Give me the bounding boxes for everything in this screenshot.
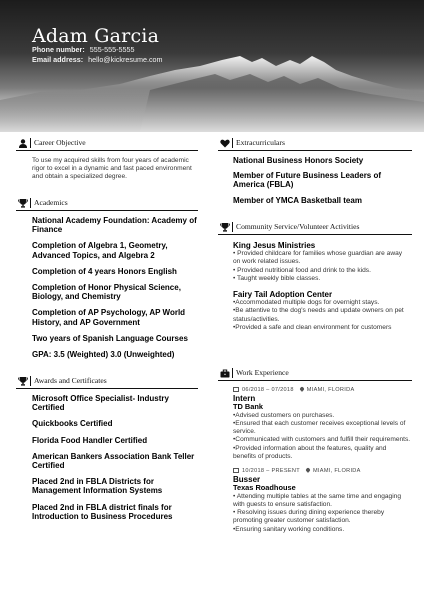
location-pin-icon xyxy=(299,386,305,392)
section-heading xyxy=(16,198,198,211)
community-entry xyxy=(233,290,411,332)
section-title: Awards and Certificates xyxy=(30,376,107,386)
section-heading xyxy=(16,138,198,151)
section-title: Community Service/Volunteer Activities xyxy=(232,222,359,232)
phone-line xyxy=(32,45,134,54)
section-title: Work Experience xyxy=(232,368,289,378)
section-heading xyxy=(16,376,198,389)
work-section xyxy=(218,368,412,534)
section-title: Career Objective xyxy=(30,138,86,148)
award-item: Microsoft Office Specialist- Industry Certified xyxy=(32,394,169,413)
extracurricular-item: National Business Honors Society xyxy=(233,156,364,165)
award-item: Placed 2nd in FBLA Districts for Management Information Systems xyxy=(32,477,163,496)
work-list xyxy=(233,386,411,534)
extracurriculars-section xyxy=(218,138,412,205)
academic-item: National Academy Foundation: Academy of Finance xyxy=(32,216,197,235)
job-meta xyxy=(233,386,411,394)
job-line: •Ensured that each customer receives exceptional levels of service. xyxy=(233,420,406,436)
email-line xyxy=(32,55,163,64)
location-pin-icon xyxy=(305,467,311,473)
job-dates: 10/2018 – PRESENT xyxy=(242,468,300,475)
community-entry xyxy=(233,241,411,283)
trophy-icon xyxy=(18,377,28,386)
job-role: Busser xyxy=(233,475,261,485)
entry-title: Fairy Tail Adoption Center xyxy=(233,290,333,300)
academic-item: Completion of 4 years Honors English xyxy=(32,266,177,276)
awards-list xyxy=(32,394,200,521)
extracurriculars-list xyxy=(233,156,409,205)
career-objective-section xyxy=(16,138,198,182)
mountain-background xyxy=(0,0,424,132)
job-line: •Ensuring sanitary working conditions. xyxy=(233,525,345,533)
job-location: MIAMI, FLORIDA xyxy=(306,387,355,393)
briefcase-icon xyxy=(220,369,230,378)
extracurricular-item: Member of Future Business Leaders of America (FBLA) xyxy=(233,171,382,190)
job-dates: 06/2018 – 07/2018 xyxy=(242,387,294,393)
academic-item: Completion of Algebra 1, Geometry, Advanced Topics, and Algebra 2 xyxy=(32,241,168,260)
entry-line: • Provided childcare for families whose guardian are away on work related issues. xyxy=(233,250,403,266)
section-title: Extracurriculars xyxy=(232,138,285,148)
academics-section xyxy=(16,198,198,359)
entry-line: • Taught weekly bible classes. xyxy=(233,274,321,282)
job-company: Texas Roadhouse xyxy=(233,483,296,493)
job-entry xyxy=(233,467,411,534)
job-meta xyxy=(233,467,411,475)
award-item: American Bankers Association Bank Teller Certified xyxy=(32,451,195,471)
candidate-name: Adam Garcia xyxy=(32,25,160,47)
phone-label: Phone number: xyxy=(32,45,85,54)
entry-line: •Be attentive to the dog's needs and update owners on pet status/activities. xyxy=(233,307,404,323)
trophy-icon xyxy=(18,199,28,208)
trophy-icon xyxy=(220,223,230,232)
community-list xyxy=(233,241,411,332)
phone-value: 555-555-5555 xyxy=(89,45,135,54)
job-location: MIAMI, FLORIDA xyxy=(312,468,361,475)
calendar-icon xyxy=(233,387,239,392)
academic-item: Two years of Spanish Language Courses xyxy=(32,333,188,343)
academic-item: GPA: 3.5 (Weighted) 3.0 (Unweighted) xyxy=(32,350,175,360)
academics-list xyxy=(32,216,204,359)
job-role: Intern xyxy=(233,394,256,403)
job-line: •Advised customers on purchases. xyxy=(233,411,335,419)
job-line: • Resolving issues during dining experience thereby promoting greater customer satisfaction. xyxy=(233,509,385,525)
job-line: •Provided information about the features, quality and benefits of products. xyxy=(233,444,387,460)
entry-line: •Provided a safe and clean environment for customers xyxy=(233,323,392,331)
section-heading xyxy=(218,138,412,151)
header-banner xyxy=(0,0,424,132)
person-icon xyxy=(18,139,28,148)
section-heading xyxy=(218,222,412,235)
academic-item: Completion of Honor Physical Science, Biology, and Chemistry xyxy=(32,283,181,302)
section-title: Academics xyxy=(30,198,68,208)
community-section xyxy=(218,222,412,332)
entry-line: •Accommodated multiple dogs for overnight stays. xyxy=(233,299,380,307)
extracurricular-item: Member of YMCA Basketball team xyxy=(233,195,362,205)
email-label: Email address: xyxy=(32,55,84,64)
entry-line: • Provided nutritional food and drink to the kids. xyxy=(233,266,371,274)
entry-title: King Jesus Ministries xyxy=(233,241,316,250)
award-item: Quickbooks Certified xyxy=(32,419,113,429)
job-line: • Attending multiple tables at the same time and engaging with guests to ensure satisfaction. xyxy=(233,492,401,509)
objective-text: To use my acquired skills from four years of academic rigor to excel in a dynamic and fast paced environment and obtain a specialized degree. xyxy=(32,157,192,181)
academic-item: Completion of AP Psychology, AP World History, and AP Government xyxy=(32,308,186,327)
section-heading xyxy=(218,368,412,381)
job-line: •Communicated with customers and fulfill their requirements. xyxy=(233,436,411,444)
awards-section xyxy=(16,376,198,521)
award-item: Placed 2nd in FBLA district finals for Introduction to Business Procedures xyxy=(32,502,173,521)
award-item: Florida Food Handler Certified xyxy=(32,435,148,445)
calendar-icon xyxy=(233,468,239,473)
job-company: TD Bank xyxy=(233,402,263,412)
email-value[interactable]: hello@kickresume.com xyxy=(88,55,163,64)
heart-icon xyxy=(220,139,230,148)
job-entry xyxy=(233,386,411,461)
